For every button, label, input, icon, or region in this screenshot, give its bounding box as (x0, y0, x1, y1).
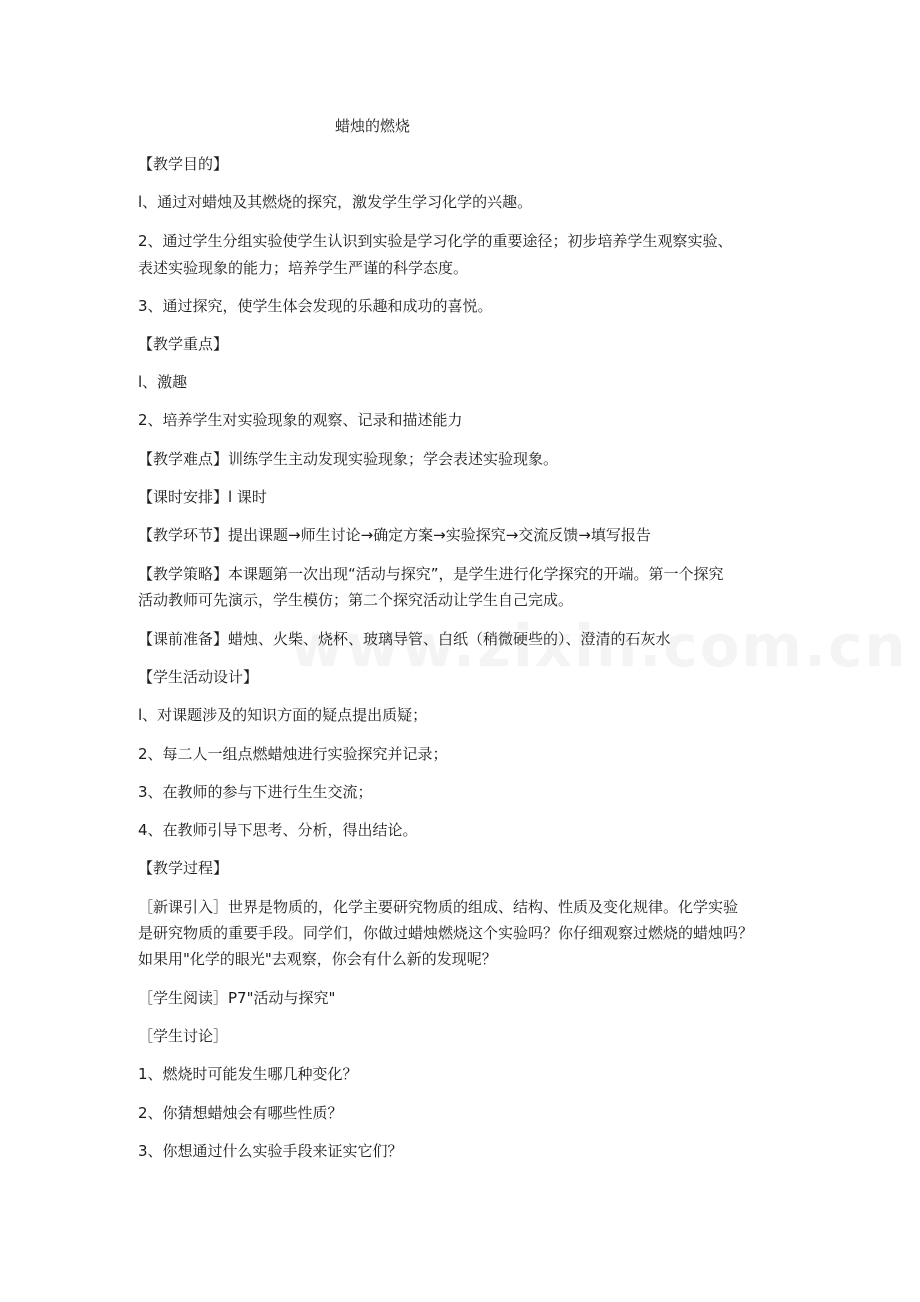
objective-item-2: 2、通过学生分组实验使学生认识到实验是学习化学的重要途径；初步培养学生观察实验、 (138, 232, 733, 250)
activity-item-4: 4、在教师引导下思考、分析，得出结论。 (138, 821, 418, 839)
section-difficulties: 【教学难点】训练学生主动发现实验现象；学会表述实验现象。 (138, 450, 559, 468)
document-title: 蜡烛的燃烧 (335, 117, 411, 135)
section-strategy-cont: 活动教师可先演示，学生模仿；第二个探究活动让学生自己完成。 (138, 591, 574, 609)
intro-paragraph-line-3: 如果用"化学的眼光"去观察，你会有什么新的发现呢？ (138, 950, 497, 968)
intro-paragraph-line-2: 是研究物质的重要手段。同学们，你做过蜡烛燃烧这个实验吗？你仔细观察过燃烧的蜡烛吗？ (138, 924, 754, 942)
discussion-question-3: 3、你想通过什么实验手段来证实它们？ (138, 1142, 403, 1160)
student-reading: ［学生阅读］P7"活动与探究" (138, 989, 336, 1007)
intro-paragraph-line-1: ［新课引入］世界是物质的，化学主要研究物质的组成、结构、性质及变化规律。化学实验 (138, 898, 739, 916)
section-schedule: 【课时安排】l 课时 (138, 488, 267, 506)
key-point-2: 2、培养学生对实验现象的观察、记录和描述能力 (138, 411, 463, 429)
activity-item-1: l、对课题涉及的知识方面的疑点提出质疑； (138, 706, 428, 724)
activity-item-2: 2、每二人一组点燃蜡烛进行实验探究并记录； (138, 745, 448, 763)
objective-item-3: 3、通过探究，使学生体会发现的乐趣和成功的喜悦。 (138, 297, 493, 315)
discussion-question-2: 2、你猜想蜡烛会有哪些性质？ (138, 1104, 343, 1122)
section-strategy: 【教学策略】本课题第一次出现“活动与探究”，是学生进行化学探究的开端。第一个探究 (138, 565, 724, 583)
discussion-question-1: 1、燃烧时可能发生哪几种变化？ (138, 1065, 358, 1083)
section-heading-activities: 【学生活动设计】 (138, 668, 259, 686)
section-heading-objectives: 【教学目的】 (138, 155, 229, 173)
section-heading-process: 【教学过程】 (138, 859, 229, 877)
activity-item-3: 3、在教师的参与下进行生生交流； (138, 783, 373, 801)
objective-item-1: l、通过对蜡烛及其燃烧的探究，激发学生学习化学的兴趣。 (138, 193, 533, 211)
key-point-1: l、激趣 (138, 373, 188, 391)
section-steps: 【教学环节】提出课题→师生讨论→确定方案→实验探究→交流反馈→填写报告 (138, 526, 651, 544)
objective-item-2-cont: 表述实验现象的能力；培养学生严谨的科学态度。 (138, 259, 469, 277)
section-heading-key-points: 【教学重点】 (138, 335, 229, 353)
section-preparation: 【课前准备】蜡烛、火柴、烧杯、玻璃导管、白纸（稍微硬些的）、澄清的石灰水 (138, 630, 671, 648)
student-discussion: ［学生讨论］ (138, 1027, 229, 1045)
